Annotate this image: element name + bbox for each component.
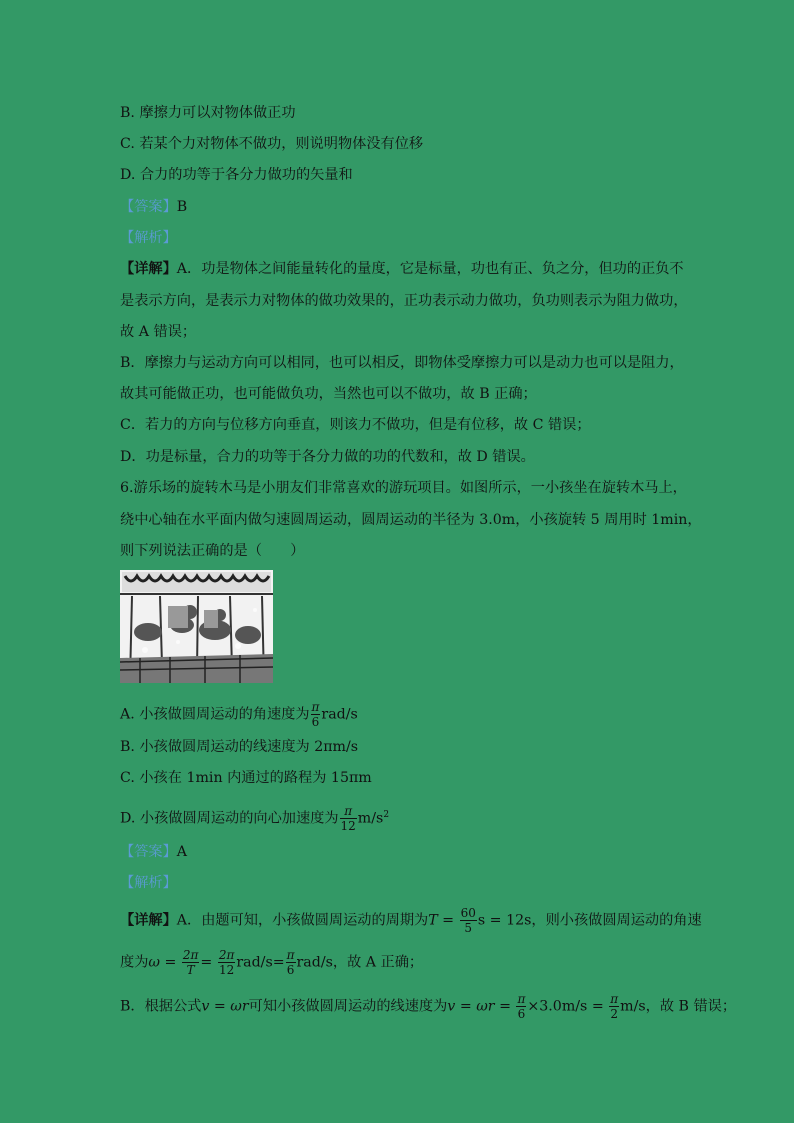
q6-analysis-tag: 【解析】 [120,875,177,891]
answer-tag: 【答案】 [120,844,177,860]
fraction-num: π [311,700,320,714]
fraction-num: 60 [460,906,476,920]
detail-d-line1: D．功是标量，合力的功等于各分力做的功的代数和，故 D 错误。 [120,449,535,465]
fraction-den: 2 [610,1007,619,1021]
detail-text-tail: ，则小孩做圆周运动的角速 [531,912,702,929]
q6-option-b: B. 小孩做圆周运动的线速度为 2πm/s [120,739,359,755]
omega-fraction-3 [286,948,296,977]
period-fraction [460,906,477,935]
equals: = [200,954,213,971]
option-d: D. 合力的功等于各分力做功的矢量和 [120,167,353,183]
fraction-den: 12 [218,963,235,977]
q6-option-c: C. 小孩在 1min 内通过的路程为 15πm [120,770,372,786]
option-d-exponent: 2 [383,809,390,820]
question-6-line3: 则下列说法正确的是（ ） [120,543,305,559]
fraction-den: 12 [340,819,356,833]
fraction-den: 6 [517,1007,526,1021]
fraction-num: π [610,992,619,1006]
detail-b-line2: 故其可能做正功，也可能做负功，当然也可以不做功，故 B 正确； [120,386,537,402]
detail-text-mid: 可知小孩做圆周运动的线速度为 [248,998,448,1015]
omega-fraction-2 [218,948,236,977]
multiply: ×3.0m/s = [527,998,604,1015]
period-result: s = 12s [477,912,532,929]
fraction-num: 2π [218,948,235,962]
option-b: B. 摩擦力可以对物体做正功 [120,105,296,121]
carousel-photo [120,570,273,683]
q6-detail-line1 [120,906,702,935]
option-a-fraction [311,700,321,729]
omega-symbol: ω = [148,954,177,971]
fraction-num: 2π [182,948,199,962]
fraction-num: π [517,992,526,1006]
fraction-den: T [186,963,195,977]
velocity-symbol: v = ωr = [447,998,511,1015]
unit: rad/s [296,954,333,971]
q6-detail-line2 [120,948,423,977]
fraction-num: π [340,804,357,819]
carousel-icon [120,570,273,683]
q6-detail-line3 [120,992,736,1021]
detail-text: 度为 [120,954,149,971]
detail-text: A．功是物体之间能量转化的量度，它是标量，功也有正、负之分，但功的正负不 [176,261,684,277]
answer-value: B [176,199,188,215]
unit: rad/s= [236,954,285,971]
detail-c-line1: C．若力的方向与位移方向垂直，则该力不做功，但是有位移，故 C 错误； [120,417,591,433]
q6-option-d [120,804,389,833]
detail-text-tail: ，故 B 错误； [645,998,737,1015]
option-d-unit: m/s [357,810,384,827]
formula: v = ωr [201,998,249,1015]
period-symbol: T = [428,912,455,929]
option-a-text: A. 小孩做圆周运动的角速度为 [120,706,310,723]
q6-answer-line [120,842,187,862]
omega-fraction-1 [182,948,200,977]
option-d-text: D. 小孩做圆周运动的向心加速度为 [120,810,339,827]
detail-text: A．由题可知，小孩做圆周运动的周期为 [176,912,429,929]
question-6-line1: 6.游乐场的旋转木马是小朋友们非常喜欢的游玩项目。如图所示，一小孩坐在旋转木马上， [120,480,687,496]
answer-value: A [176,844,188,860]
option-d-fraction [340,804,357,833]
fraction-num: π [286,948,295,962]
detail-a-line2: 是表示方向，是表示力对物体的做功效果的，正功表示动力做功，负功则表示为阻力做功， [120,293,688,309]
velocity-fraction-2 [609,992,619,1021]
q6-option-a [120,700,358,729]
fraction-den: 6 [286,963,295,977]
detail-tag: 【详解】 [120,261,177,277]
detail-a-line1 [120,259,684,279]
velocity-fraction-1 [516,992,526,1021]
analysis-tag: 【解析】 [120,230,177,246]
detail-text-tail: ，故 A 正确； [332,954,424,971]
question-6-line2: 绕中心轴在水平面内做匀速圆周运动，圆周运动的半径为 3.0m，小孩旋转 5 周用时 1min， [120,512,702,528]
answer-line [120,197,187,217]
detail-a-line3: 故 A 错误； [120,324,197,340]
detail-b-line1: B．摩擦力与运动方向可以相同，也可以相反，即物体受摩擦力可以是动力也可以是阻力， [120,355,684,371]
fraction-den: 5 [464,921,473,935]
option-c: C. 若某个力对物体不做功，则说明物体没有位移 [120,136,424,152]
detail-tag: 【详解】 [120,912,177,929]
answer-tag: 【答案】 [120,199,177,215]
unit: m/s [620,998,646,1015]
detail-text: B．根据公式 [120,998,202,1015]
option-a-unit: rad/s [321,706,358,723]
fraction-den: 6 [311,715,320,729]
